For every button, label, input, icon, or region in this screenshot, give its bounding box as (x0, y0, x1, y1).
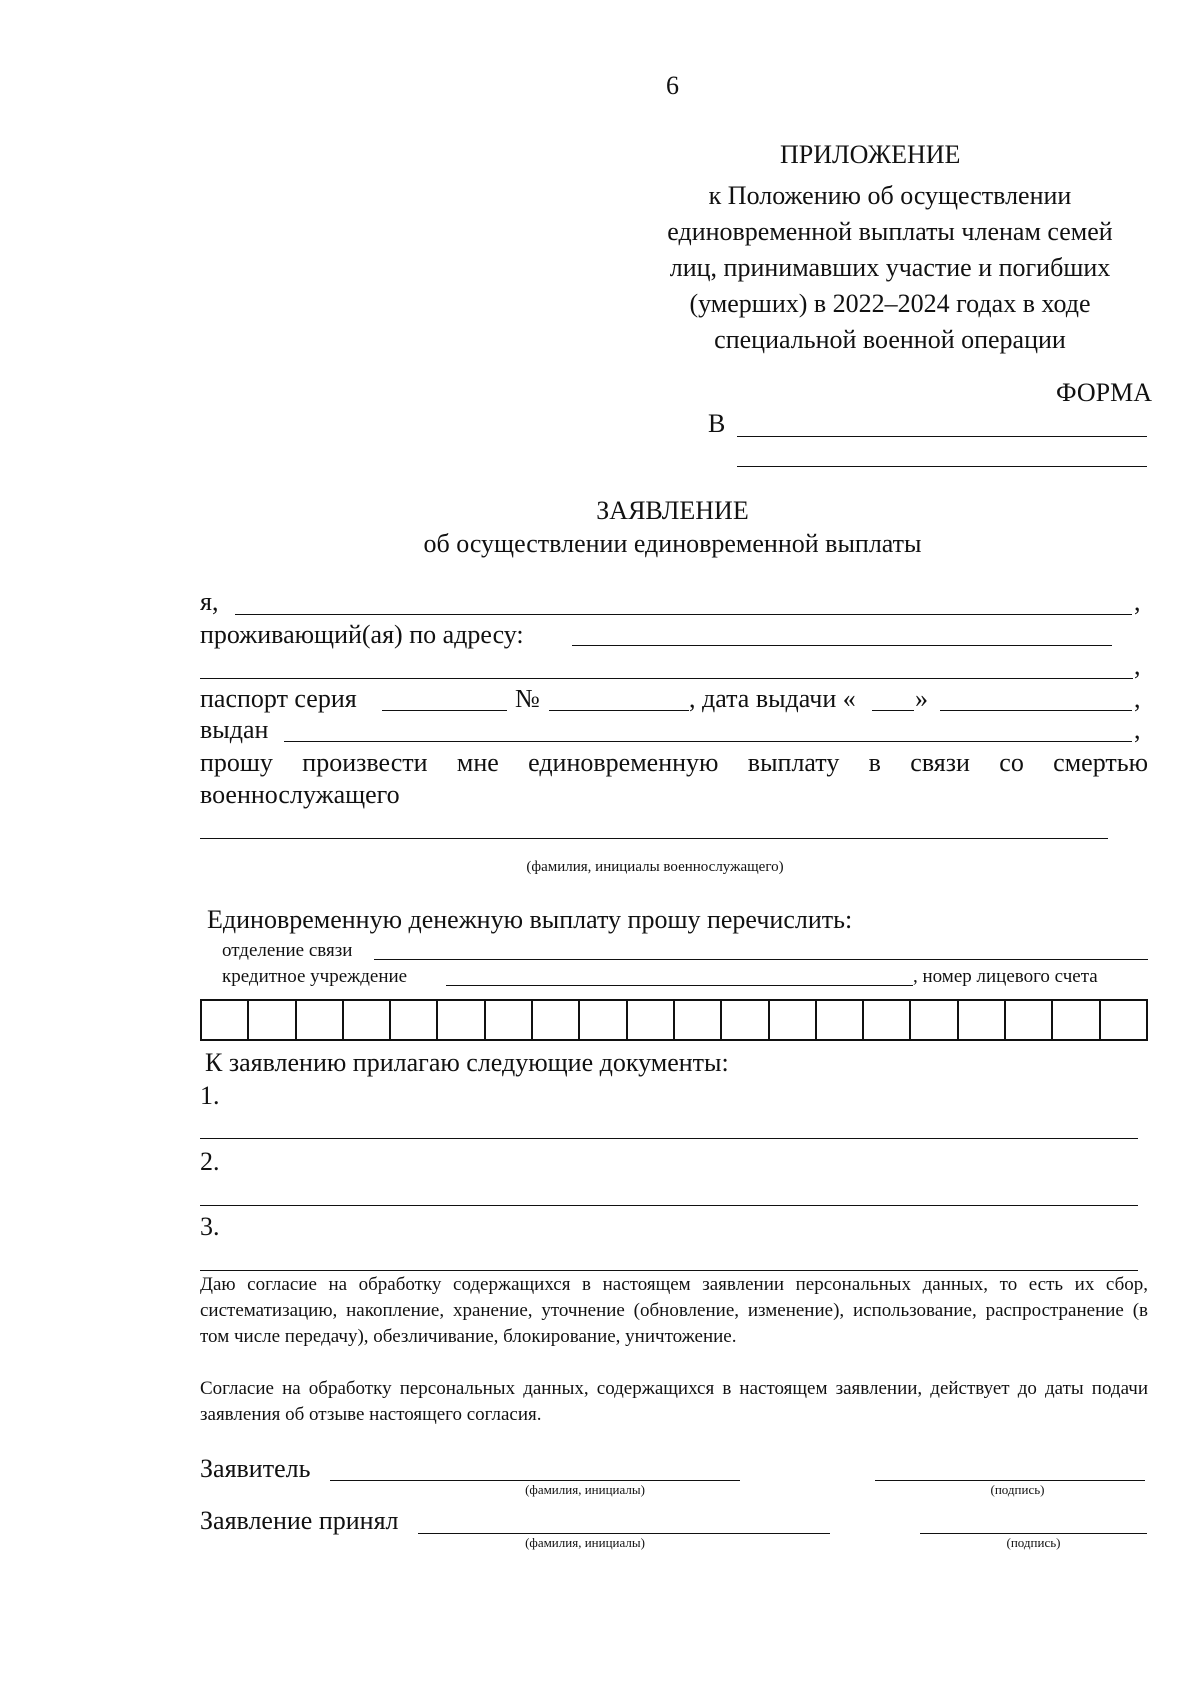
issued-by-line[interactable] (284, 741, 1132, 742)
account-number-grid (200, 999, 1148, 1041)
account-number-label: , номер лицевого счета (913, 966, 1098, 987)
applicant-name-signature-line[interactable] (330, 1480, 740, 1481)
account-digit-cell[interactable] (533, 1001, 580, 1039)
passport-number-line[interactable] (549, 710, 689, 711)
accepted-by-name-caption: (фамилия, инициалы) (525, 1535, 645, 1550)
account-digit-cell[interactable] (486, 1001, 533, 1039)
applicant-name-caption: (фамилия, инициалы) (525, 1482, 645, 1497)
credit-institution-label: кредитное учреждение (222, 966, 408, 987)
account-digit-cell[interactable] (628, 1001, 675, 1039)
account-digit-cell[interactable] (249, 1001, 296, 1039)
accepted-by-signature-caption: (подпись) (1006, 1535, 1061, 1550)
appendix-line: к Положению об осуществлении (708, 181, 1072, 210)
account-digit-cell[interactable] (675, 1001, 722, 1039)
address-label: проживающий(ая) по адресу: (200, 620, 524, 649)
payment-heading: Единовременную денежную выплату прошу перечислить: (207, 905, 853, 934)
appendix-title: ПРИЛОЖЕНИЕ (780, 140, 961, 169)
addressee-prefix: В (708, 409, 726, 438)
account-digit-cell[interactable] (911, 1001, 958, 1039)
appendix-line: (умерших) в 2022–2024 годах в ходе (689, 289, 1091, 318)
account-digit-cell[interactable] (1101, 1001, 1146, 1039)
accepted-by-name-line[interactable] (418, 1533, 830, 1534)
page-number: 6 (666, 71, 679, 100)
document-item-number: 1. (200, 1081, 220, 1110)
account-digit-cell[interactable] (297, 1001, 344, 1039)
credit-institution-line[interactable] (446, 985, 913, 986)
addressee-line-2[interactable] (737, 466, 1147, 467)
post-office-line[interactable] (374, 959, 1148, 960)
form-label: ФОРМА (1056, 378, 1152, 407)
accepted-by-signature-line[interactable] (920, 1533, 1147, 1534)
issue-month-year-line[interactable] (940, 710, 1132, 711)
consent-validity-text: Согласие на обработку персональных данных, содержащихся в настоящем заявлении, действует до даты подачи заявления об отзыве настоящего согласия. (200, 1378, 1148, 1425)
consent-text: Даю согласие на обработку содержащихся в настоящем заявлении персональных данных, то есть их сбор, систематизацию, накопление, хранение, уточнение (обновление, изменение), использование, распространение (в том числе передачу), обезличивание, блокирование, уничтожение. (200, 1274, 1148, 1347)
documents-heading: К заявлению прилагаю следующие документы: (205, 1048, 729, 1077)
appendix-line: единовременной выплаты членам семей (667, 217, 1113, 246)
issue-date-close: » (915, 684, 928, 713)
application-subtitle: об осуществлении единовременной выплаты (423, 529, 922, 558)
accepted-by-label: Заявление принял (200, 1506, 399, 1535)
account-digit-cell[interactable] (864, 1001, 911, 1039)
document-item-number: 2. (200, 1147, 220, 1176)
document-item-number: 3. (200, 1212, 220, 1241)
appendix-line: лиц, принимавших участие и погибших (669, 253, 1111, 282)
serviceman-caption: (фамилия, инициалы военнослужащего) (526, 859, 784, 875)
serviceman-name-line[interactable] (200, 838, 1108, 839)
account-digit-cell[interactable] (959, 1001, 1006, 1039)
address-line-2[interactable] (200, 678, 1133, 679)
passport-number-label: № (515, 684, 540, 713)
account-digit-cell[interactable] (770, 1001, 817, 1039)
applicant-name-line[interactable] (235, 614, 1132, 615)
addressee-line-1[interactable] (737, 436, 1147, 437)
appendix-description (600, 178, 1180, 358)
account-digit-cell[interactable] (722, 1001, 769, 1039)
applicant-signature-line[interactable] (875, 1480, 1145, 1481)
appendix-line: специальной военной операции (714, 325, 1066, 354)
comma: , (1134, 715, 1141, 744)
application-title: ЗАЯВЛЕНИЕ (596, 496, 749, 525)
comma: , (1134, 651, 1141, 680)
address-line-1[interactable] (572, 645, 1112, 646)
applicant-i-label: я, (200, 587, 219, 616)
post-office-label: отделение связи (222, 940, 353, 961)
account-digit-cell[interactable] (817, 1001, 864, 1039)
document-line-1[interactable] (200, 1138, 1138, 1139)
applicant-signature-label: Заявитель (200, 1454, 311, 1483)
passport-series-label: паспорт серия (200, 684, 357, 713)
issued-by-label: выдан (200, 715, 269, 744)
document-line-3[interactable] (200, 1270, 1138, 1271)
request-text-line1: прошу произвести мне единовременную выплату в связи со смертью (200, 748, 1148, 777)
passport-series-line[interactable] (382, 710, 507, 711)
account-digit-cell[interactable] (1006, 1001, 1053, 1039)
account-digit-cell[interactable] (202, 1001, 249, 1039)
comma: , (1134, 587, 1141, 616)
issue-date-label: , дата выдачи « (689, 684, 856, 713)
comma: , (1134, 684, 1141, 713)
account-digit-cell[interactable] (391, 1001, 438, 1039)
issue-day-line[interactable] (872, 710, 914, 711)
account-digit-cell[interactable] (1053, 1001, 1100, 1039)
document-line-2[interactable] (200, 1205, 1138, 1206)
account-digit-cell[interactable] (344, 1001, 391, 1039)
account-digit-cell[interactable] (580, 1001, 627, 1039)
applicant-signature-caption: (подпись) (990, 1482, 1045, 1497)
request-text-line2: военнослужащего (200, 780, 400, 809)
account-digit-cell[interactable] (438, 1001, 485, 1039)
